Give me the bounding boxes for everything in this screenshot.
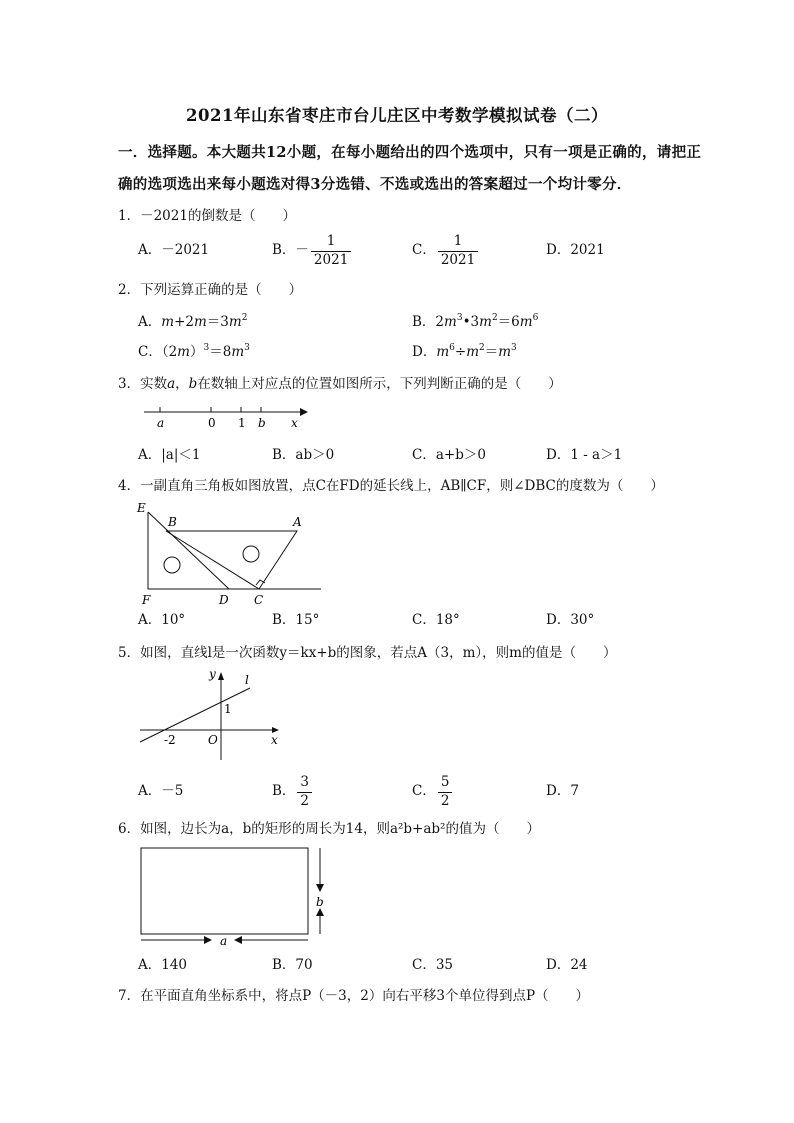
label-e: E	[137, 501, 146, 515]
line-l	[140, 688, 250, 742]
label-a: A	[293, 515, 302, 529]
rectangle-figure	[136, 844, 332, 950]
label-one: 1	[238, 416, 246, 430]
number-line-figure	[138, 402, 308, 432]
question-6-stem: 6．如图，边长为a，b的矩形的周长为14，则a²b+ab²的值为（ ）	[118, 821, 540, 837]
label-l: l	[245, 673, 249, 687]
a-dim-arrow-right	[204, 936, 212, 944]
triangle-boards-figure	[136, 500, 326, 610]
q3-option-d: D．1 - a＞1	[546, 447, 623, 463]
label-b: b	[316, 895, 324, 909]
label-b: b	[258, 416, 266, 430]
q5-option-b-fraction: $\frac{3}{2}$	[297, 776, 312, 808]
hole-right	[243, 546, 259, 562]
number-line-arrow	[300, 408, 308, 416]
question-5-stem: 5．如图，直线l是一次函数y＝kx+b的图象，若点A（3，m），则m的值是（ ）	[118, 645, 617, 661]
q6-option-b: B．70	[272, 957, 313, 973]
question-3-stem: 3．实数a，b在数轴上对应点的位置如图所示，下列判断正确的是（ ）	[118, 376, 562, 392]
q5-option-c-fraction: $\frac{5}{2}$	[438, 776, 453, 808]
label-a: a	[220, 934, 228, 948]
triangle-bac	[166, 531, 297, 589]
label-x: x	[271, 733, 278, 747]
label-o: O	[208, 733, 218, 747]
y-axis-arrow	[218, 672, 224, 680]
label-b: B	[168, 515, 177, 529]
a-dim-arrow-left	[234, 936, 242, 944]
question-1-stem: 1．－2021的倒数是（ ）	[118, 208, 296, 224]
b-dim-arrow-down	[316, 884, 324, 892]
section-instruction-line2: 确的选项选出来每小题选对得3分选错、不选或选出的答案超过一个均计零分．	[118, 176, 632, 193]
triangle-efd	[148, 512, 229, 589]
q1-option-a: A．－2021	[138, 242, 210, 258]
q1-option-d: D．2021	[546, 242, 605, 258]
q5-option-d: D．7	[546, 783, 579, 799]
q6-option-d: D．24	[546, 957, 588, 973]
question-2-stem: 2．下列运算正确的是（ ）	[118, 282, 303, 298]
q3-option-a: A．|a|＜1	[138, 447, 201, 463]
q5-option-b: B． $\frac{3}{2}$	[272, 776, 312, 808]
q6-option-c: C．35	[412, 957, 454, 973]
q3-option-b: B．ab＞0	[272, 447, 335, 463]
q2-option-a: A．$m+2m=3m^2$	[138, 313, 248, 330]
label-c: C	[254, 593, 264, 607]
q6-option-a: A．140	[138, 957, 188, 973]
label-zero: 0	[208, 416, 216, 430]
hole-left	[164, 557, 180, 573]
q1-option-c: C． $\frac{1}{2021}$	[412, 235, 478, 267]
q1-option-c-fraction: $\frac{1}{2021}$	[438, 235, 478, 267]
q3-option-c: C．a+b＞0	[412, 447, 486, 463]
q2-option-c: C．$(2m)^3=8m^3$	[138, 343, 250, 360]
q2-option-d: D．$m^6\div m^2=m^3$	[412, 343, 517, 360]
label-y: y	[209, 667, 216, 681]
question-7-stem: 7．在平面直角坐标系中，将点P（－3，2）向右平移3个单位得到点P（ ）	[118, 988, 590, 1004]
q1-option-b-fraction: $\frac{1}{2021}$	[311, 235, 351, 267]
q5-option-c: C． $\frac{5}{2}$	[412, 776, 452, 808]
q1-option-b: B．－ $\frac{1}{2021}$	[272, 235, 351, 267]
page-title: 2021年山东省枣庄市台儿庄区中考数学模拟试卷（二）	[186, 106, 608, 125]
b-dim-arrow-up	[316, 908, 324, 916]
section-instruction-line1: 一．选择题。本大题共12小题，在每小题给出的四个选项中，只有一项是正确的，请把正	[118, 144, 702, 161]
q4-option-b: B．15°	[272, 612, 320, 628]
q4-option-a: A．10°	[138, 612, 186, 628]
label-neg2: -2	[164, 733, 176, 747]
label-d: D	[219, 593, 229, 607]
q4-option-c: C．18°	[412, 612, 460, 628]
q2-option-b: B．$2m^3•3m^2=6m^6$	[412, 313, 539, 330]
rectangle	[141, 848, 308, 934]
label-one: 1	[224, 702, 232, 716]
q5-option-a: A．－5	[138, 783, 184, 799]
label-a: a	[157, 416, 165, 430]
label-f: F	[142, 593, 151, 607]
label-x: x	[291, 416, 298, 430]
linear-function-figure	[136, 664, 286, 764]
q4-option-d: D．30°	[546, 612, 595, 628]
question-4-stem: 4．一副直角三角板如图放置，点C在FD的延长线上，AB∥CF，则∠DBC的度数为（ ）	[118, 478, 664, 494]
right-angle-mark	[256, 580, 265, 585]
